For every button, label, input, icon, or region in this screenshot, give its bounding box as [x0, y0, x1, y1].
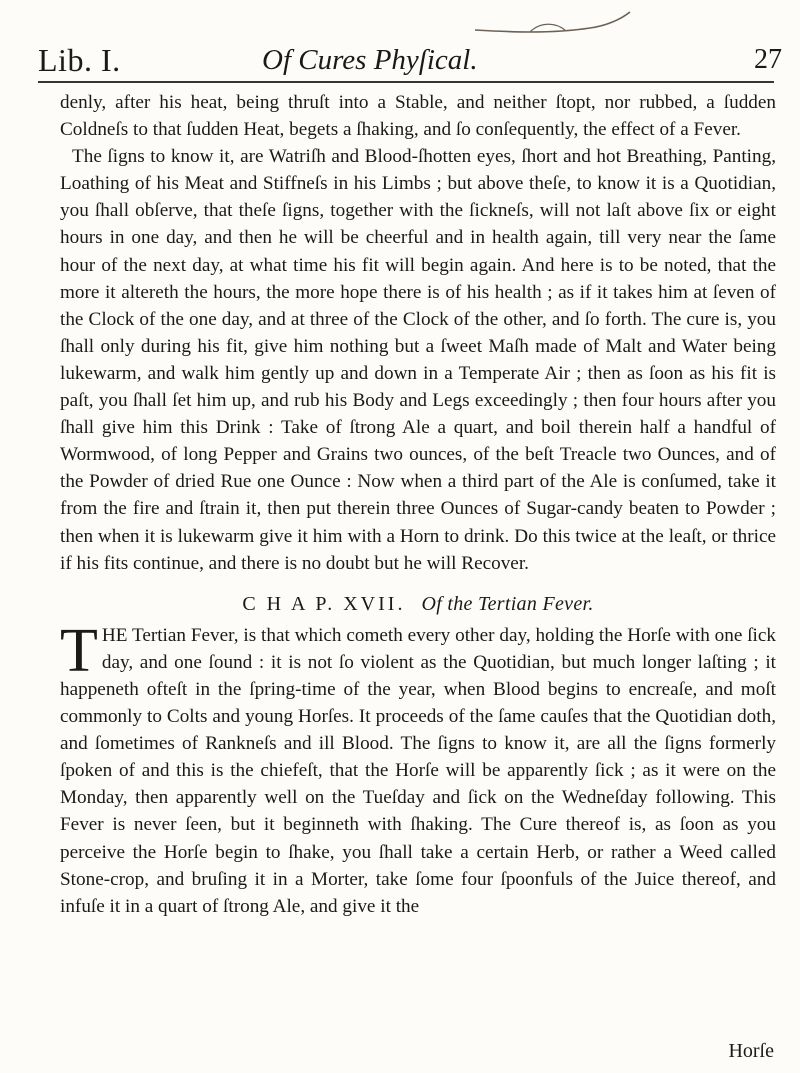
chapter-number: C H A P. XVII. — [242, 592, 406, 615]
decorative-flourish-icon — [470, 8, 640, 36]
book-number: Lib. I. — [38, 42, 121, 78]
paragraph-quotidian-signs: The ſigns to know it, are Watriſh and Blood-ſhotten eyes, ſhort and hot Breathing, Panting, Loathing of his Meat and Stiffneſs in his Limbs ; but above theſe, to know it is a Quotidian, you ſhall obſerve, that theſe ſigns, together with the ſickneſs, will not laſt above ſix or eight hours in one day, and then he will be cheerful and in health again, till very near the ſame hour of the next day, at what time his fit will begin again. And here is to be noted, that the more it altereth the hours, the more hope there is of his health ; as if it takes him at ſeven of the Clock of the one day, and at three of the Clock of the other, and ſo forth. The cure is, you ſhall only during his fit, give him nothing but a ſweet Maſh made of Malt and Water being lukewarm, and walk him gently up and down in a Temperate Air ; then as ſoon as his fit is paſt, you ſhall ſet him up, and rub his Body and Legs exceedingly ; then four hours after you ſhall give him this Drink : Take of ſtrong Ale a quart, and boil therein half a handful of Wormwood, of long Pepper and Grains two ounces, of the beſt Treacle two Ounces, and of the Powder of dried Rue one Ounce : Now when a third part of the Ale is conſumed, take it from the fire and ſtrain it, then put therein three Ounces of Sugar-candy beaten to Powder ; then when it is lukewarm give it him with a Horn to drink. Do this twice at the leaſt, or thrice if his fits continue, and there is no doubt but he will Recover. — [60, 146, 776, 574]
running-header — [30, 40, 790, 80]
drop-cap: T — [60, 616, 98, 685]
page-body — [60, 89, 776, 920]
catchword: Horſe — [728, 1040, 774, 1062]
paragraph-tertian — [60, 616, 776, 920]
chapter-subtitle: Of the Tertian Fever. — [421, 592, 594, 615]
header-rule — [38, 81, 774, 83]
paragraph-continuation: denly, after his heat, being thruſt into a Stable, and neither ſtopt, nor rubbed, a ſudden Coldneſs to that ſudden Heat, begets a ſhaking, and ſo conſequently, the effect of a Fever. — [60, 92, 776, 141]
paragraph-tertian-text: HE Tertian Fever, is that which cometh every other day, holding the Horſe with one ſick day, and one ſound : it is not ſo violent as the Quotidian, but much longer laſting ; it happeneth ofteſt in the ſpring-time of the year, when Blood begins to encreaſe, and moſt commonly to Colts and young Horſes. It proceeds of the ſame cauſes that the Quotidian doth, and ſometimes of Rankneſs and ill Blood. The ſigns to know it, are all the ſigns formerly ſpoken of and this is the chiefeſt, that the Horſe will be apparently ſick ; as it were on the Monday, then apparently well on the Tueſday and ſick on the Wedneſday following. This Fever is never ſeen, but it beginneth with ſhaking. The Cure thereof is, as ſoon as you perceive the Horſe begin to ſhake, you ſhall take a certain Herb, or rather a Weed called Stone-crop, and bruſing it in a Morter, take ſome four ſpoonfuls of the Juice thereof, and infuſe it in a quart of ſtrong Ale, and give it the — [60, 624, 776, 917]
running-title: Of Cures Phyſical. — [262, 44, 478, 76]
page-number: 27 — [754, 44, 782, 75]
chapter-heading — [60, 591, 776, 618]
